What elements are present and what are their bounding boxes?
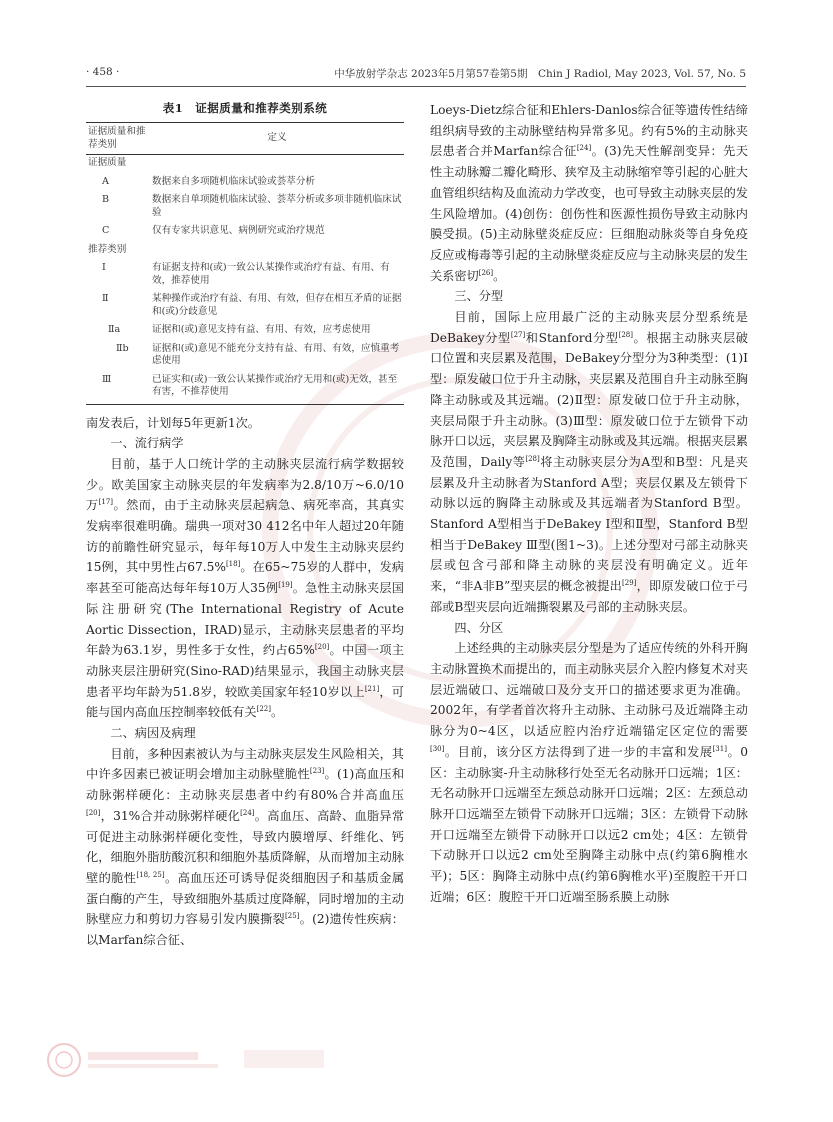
table-header-grade: 证据质量和推荐类别 xyxy=(86,123,150,155)
reference[interactable]: [24] xyxy=(576,144,592,153)
table-row xyxy=(86,242,404,261)
reference[interactable]: [27] xyxy=(510,330,526,339)
publisher-logo-icon xyxy=(44,1040,344,1080)
table-header-row xyxy=(86,123,404,155)
table-cell-definition: 某种操作或治疗有益、有用、有效，但存在相互矛盾的证据和(或)分歧意见 xyxy=(152,293,402,317)
table-row xyxy=(86,192,404,223)
table-cell-definition: 仅有专家共识意见、病例研究或治疗规范 xyxy=(152,225,325,236)
table-cell-grade: Ⅲ xyxy=(86,372,150,405)
table-cell-definition: 证据和(或)意见不能充分支持有益、有用、有效，应慎重考虑使用 xyxy=(152,342,400,366)
table-row xyxy=(86,155,404,174)
reference[interactable]: [20] xyxy=(314,643,330,652)
reference[interactable]: [28] xyxy=(618,330,633,339)
table-cell-grade: Ⅰ xyxy=(102,262,106,273)
paragraph: 目前，基于人口统计学的主动脉夹层流行病学数据较少。欧美国家主动脉夹层的年发病率为2.8/10万~6.0/10万[17]。然而，由于主动脉夹层起病急、病死率高，其真实发病率很难明确。瑞典一项对30 412名中年人超过20年随访的前瞻性研究显示，每年每10万人中发生主动脉夹层约15例，其中男性占67.5%[18]。在65~75岁的人群中，发病率甚至可能高达每年每10万人35例[19]。急性主动脉夹层国际注册研究(The International Registry of Acute Aortic Dissection，IRAD)显示，主动脉夹层患者的平均年龄为63.1岁，男性多于女性，约占65%[20]。中国一项主动脉夹层注册研究(Sino-RAD)结果显示，我国主动脉夹层患者平均年龄为51.8岁，较欧美国家年轻10岁以上[21]，可能与国内高血压控制率较低有关[22]。 xyxy=(86,456,405,720)
table-cell-definition: 数据来自单项随机临床试验、荟萃分析或多项非随机临床试验 xyxy=(152,194,402,218)
reference[interactable]: [31] xyxy=(712,744,727,753)
paragraph: 目前，国际上应用最广泛的主动脉夹层分型系统是DeBakey分型[27]和Stanford分型[28]。根据主动脉夹层破口位置和夹层累及范围，DeBakey分型分为3种类型：(1)Ⅰ型：原发破口位于升主动脉，夹层累及范围自升主动脉至胸降主动脉或及其远端。(2)Ⅱ型：原发破口位于升主动脉，夹层局限于升主动脉。(3)Ⅲ型：原发破口位于左锁骨下动脉开口以远，夹层累及胸降主动脉或及其远端。根据夹层累及范围，Daily等[28]将主动脉夹层分为A型和B型：凡是夹层累及升主动脉者为Stanford A型；夹层仅累及左锁骨下动脉以远的胸降主动脉或及其远端者为Stanford B型。Stanford A型相当于DeBakey Ⅰ型和Ⅱ型，Stanford B型相当于DeBakey Ⅲ型(图1~3)。上述分型对弓部主动脉夹层或包含弓部和降主动脉的夹层没有明确定义。近年来，“非A非B”型夹层的概念被提出[29]，即原发破口位于弓部或B型夹层向近端撕裂累及弓部的主动脉夹层。 xyxy=(430,310,749,614)
paragraph: 目前，多种因素被认为与主动脉夹层发生风险相关，其中许多因素已被证明会增加主动脉壁脆性[23]。(1)高血压和动脉粥样硬化：主动脉夹层患者中约有80%合并高血压[20]，31%合并动脉粥样硬化[24]。高血压、高龄、血脂异常可促进主动脉粥样硬化变性，导致内膜增厚、纤维化、钙化，细胞外脂肪酸沉积和细胞外基质降解，从而增加主动脉壁的脆性[18, 25]。高血压还可诱导促炎细胞因子和基质金属蛋白酶的产生，导致细胞外基质过度降解，同时增加的主动脉壁应力和剪切力容易引发内膜撕裂[25]。(2)遗传性疾病：以Marfan综合征、 xyxy=(86,746,405,948)
section-heading-epidemiology: 一、流行病学 xyxy=(110,436,184,451)
table-cell-definition: 有证据支持和(或)一致公认某操作或治疗有益、有用、有效，推荐使用 xyxy=(152,262,390,286)
section-heading-classification: 三、分型 xyxy=(454,289,504,304)
table-cell-definition: 数据来自多项随机临床试验或荟萃分析 xyxy=(152,175,316,187)
paragraph: 上述经典的主动脉夹层分型是为了适应传统的外科开胸主动脉置换术而提出的，而主动脉夹层介入腔内修复术对夹层近端破口、远端破口及分支开口的描述要求更为准确。2002年，有学者首次将升主动脉、主动脉弓及近端降主动脉分为0~4区，以适应腔内治疗近端锚定区定位的需要[30]。目前，该分区方法得到了进一步的丰富和发展[31]。0区：主动脉窦-升主动脉移行处至无名动脉开口远端；1区：无名动脉开口远端至左颈总动脉开口远端；2区：左颈总动脉开口远端至左锁骨下动脉开口远端；3区：左锁骨下动脉开口远端至左锁骨下动脉开口以远2 cm处；4区：左锁骨下动脉开口以远2 cm处至胸降主动脉中点(约第6胸椎水平)；5区：胸降主动脉中点(约第6胸椎水平)至腹腔干开口近端；6区：腹腔干开口近端至肠系膜上动脉 xyxy=(430,641,748,904)
left-column xyxy=(86,100,404,951)
table-row xyxy=(86,174,404,193)
table-caption: 表1 证据质量和推荐类别系统 xyxy=(162,101,328,115)
evidence-table xyxy=(86,122,404,405)
reference[interactable]: [19] xyxy=(278,581,293,590)
table-row xyxy=(86,223,404,242)
reference[interactable]: [23] xyxy=(309,767,325,776)
reference[interactable]: [18, 25] xyxy=(136,870,165,879)
table-cell-definition xyxy=(150,242,404,261)
reference[interactable]: [17] xyxy=(98,498,114,507)
table-cell-grade: Ⅱb xyxy=(116,342,129,354)
table-row xyxy=(86,372,404,405)
reference[interactable]: [20] xyxy=(86,808,101,817)
section-heading-zones: 四、分区 xyxy=(454,620,504,635)
running-header xyxy=(86,66,746,84)
table-cell-grade: A xyxy=(102,175,109,187)
table-row xyxy=(86,341,404,372)
reference[interactable]: [24] xyxy=(240,808,255,817)
table-row xyxy=(86,322,404,341)
section-heading-etiology: 二、病因及病理 xyxy=(110,726,196,741)
paragraph: 南发表后，计划每5年更新1次。 xyxy=(86,415,260,430)
reference[interactable]: [26] xyxy=(478,268,494,277)
table-row xyxy=(86,260,404,291)
table-cell-grade: C xyxy=(102,225,110,236)
right-column xyxy=(430,100,748,907)
paragraph: Loeys-Dietz综合征和Ehlers-Danlos综合征等遗传性结缔组织病导致的主动脉壁结构异常多见。约有5%的主动脉夹层患者合并Marfan综合征[24]。(3)先天性解剖变异：先天性主动脉瓣二瓣化畸形、狭窄及主动脉缩窄等引起的心脏大血管组织结构及血流动力学改变，也可导致主动脉夹层的发生风险增加。(4)创伤：创伤性和医源性损伤导致主动脉内膜受损。(5)主动脉壁炎症反应：巨细胞动脉炎等自身免疫反应或梅毒等引起的主动脉壁炎症反应与主动脉夹层的发生关系密切[26]。 xyxy=(430,103,748,283)
table-header-definition: 定义 xyxy=(150,123,404,155)
table-row xyxy=(86,291,404,322)
table-cell-grade: B xyxy=(102,194,110,205)
table-cell-grade: 推荐类别 xyxy=(88,243,127,255)
reference[interactable]: [18] xyxy=(225,560,241,569)
table-cell-definition: 已证实和(或)一致公认某操作或治疗无用和(或)无效，甚至有害，不推荐使用 xyxy=(150,372,404,405)
table-cell-definition xyxy=(150,155,404,174)
reference[interactable]: [21] xyxy=(364,684,380,693)
reference[interactable]: [29] xyxy=(622,579,637,588)
header-divider xyxy=(86,86,746,87)
table-cell-grade: 证据质量 xyxy=(88,157,127,168)
table-cell-grade: Ⅱ xyxy=(102,293,109,304)
reference[interactable]: [30] xyxy=(430,744,445,753)
reference[interactable]: [28] xyxy=(525,454,540,463)
reference[interactable]: [22] xyxy=(256,705,271,714)
reference[interactable]: [25] xyxy=(285,912,300,921)
journal-citation: 中华放射学杂志 2023年5月第57卷第5期 Chin J Radiol, May 2023, Vol. 57, No. 5 xyxy=(334,68,746,80)
page-number: · 458 · xyxy=(86,66,120,78)
table-cell-grade: Ⅱa xyxy=(108,324,121,335)
table-cell-definition: 证据和(或)意见支持有益、有用、有效，应考虑使用 xyxy=(152,324,371,335)
